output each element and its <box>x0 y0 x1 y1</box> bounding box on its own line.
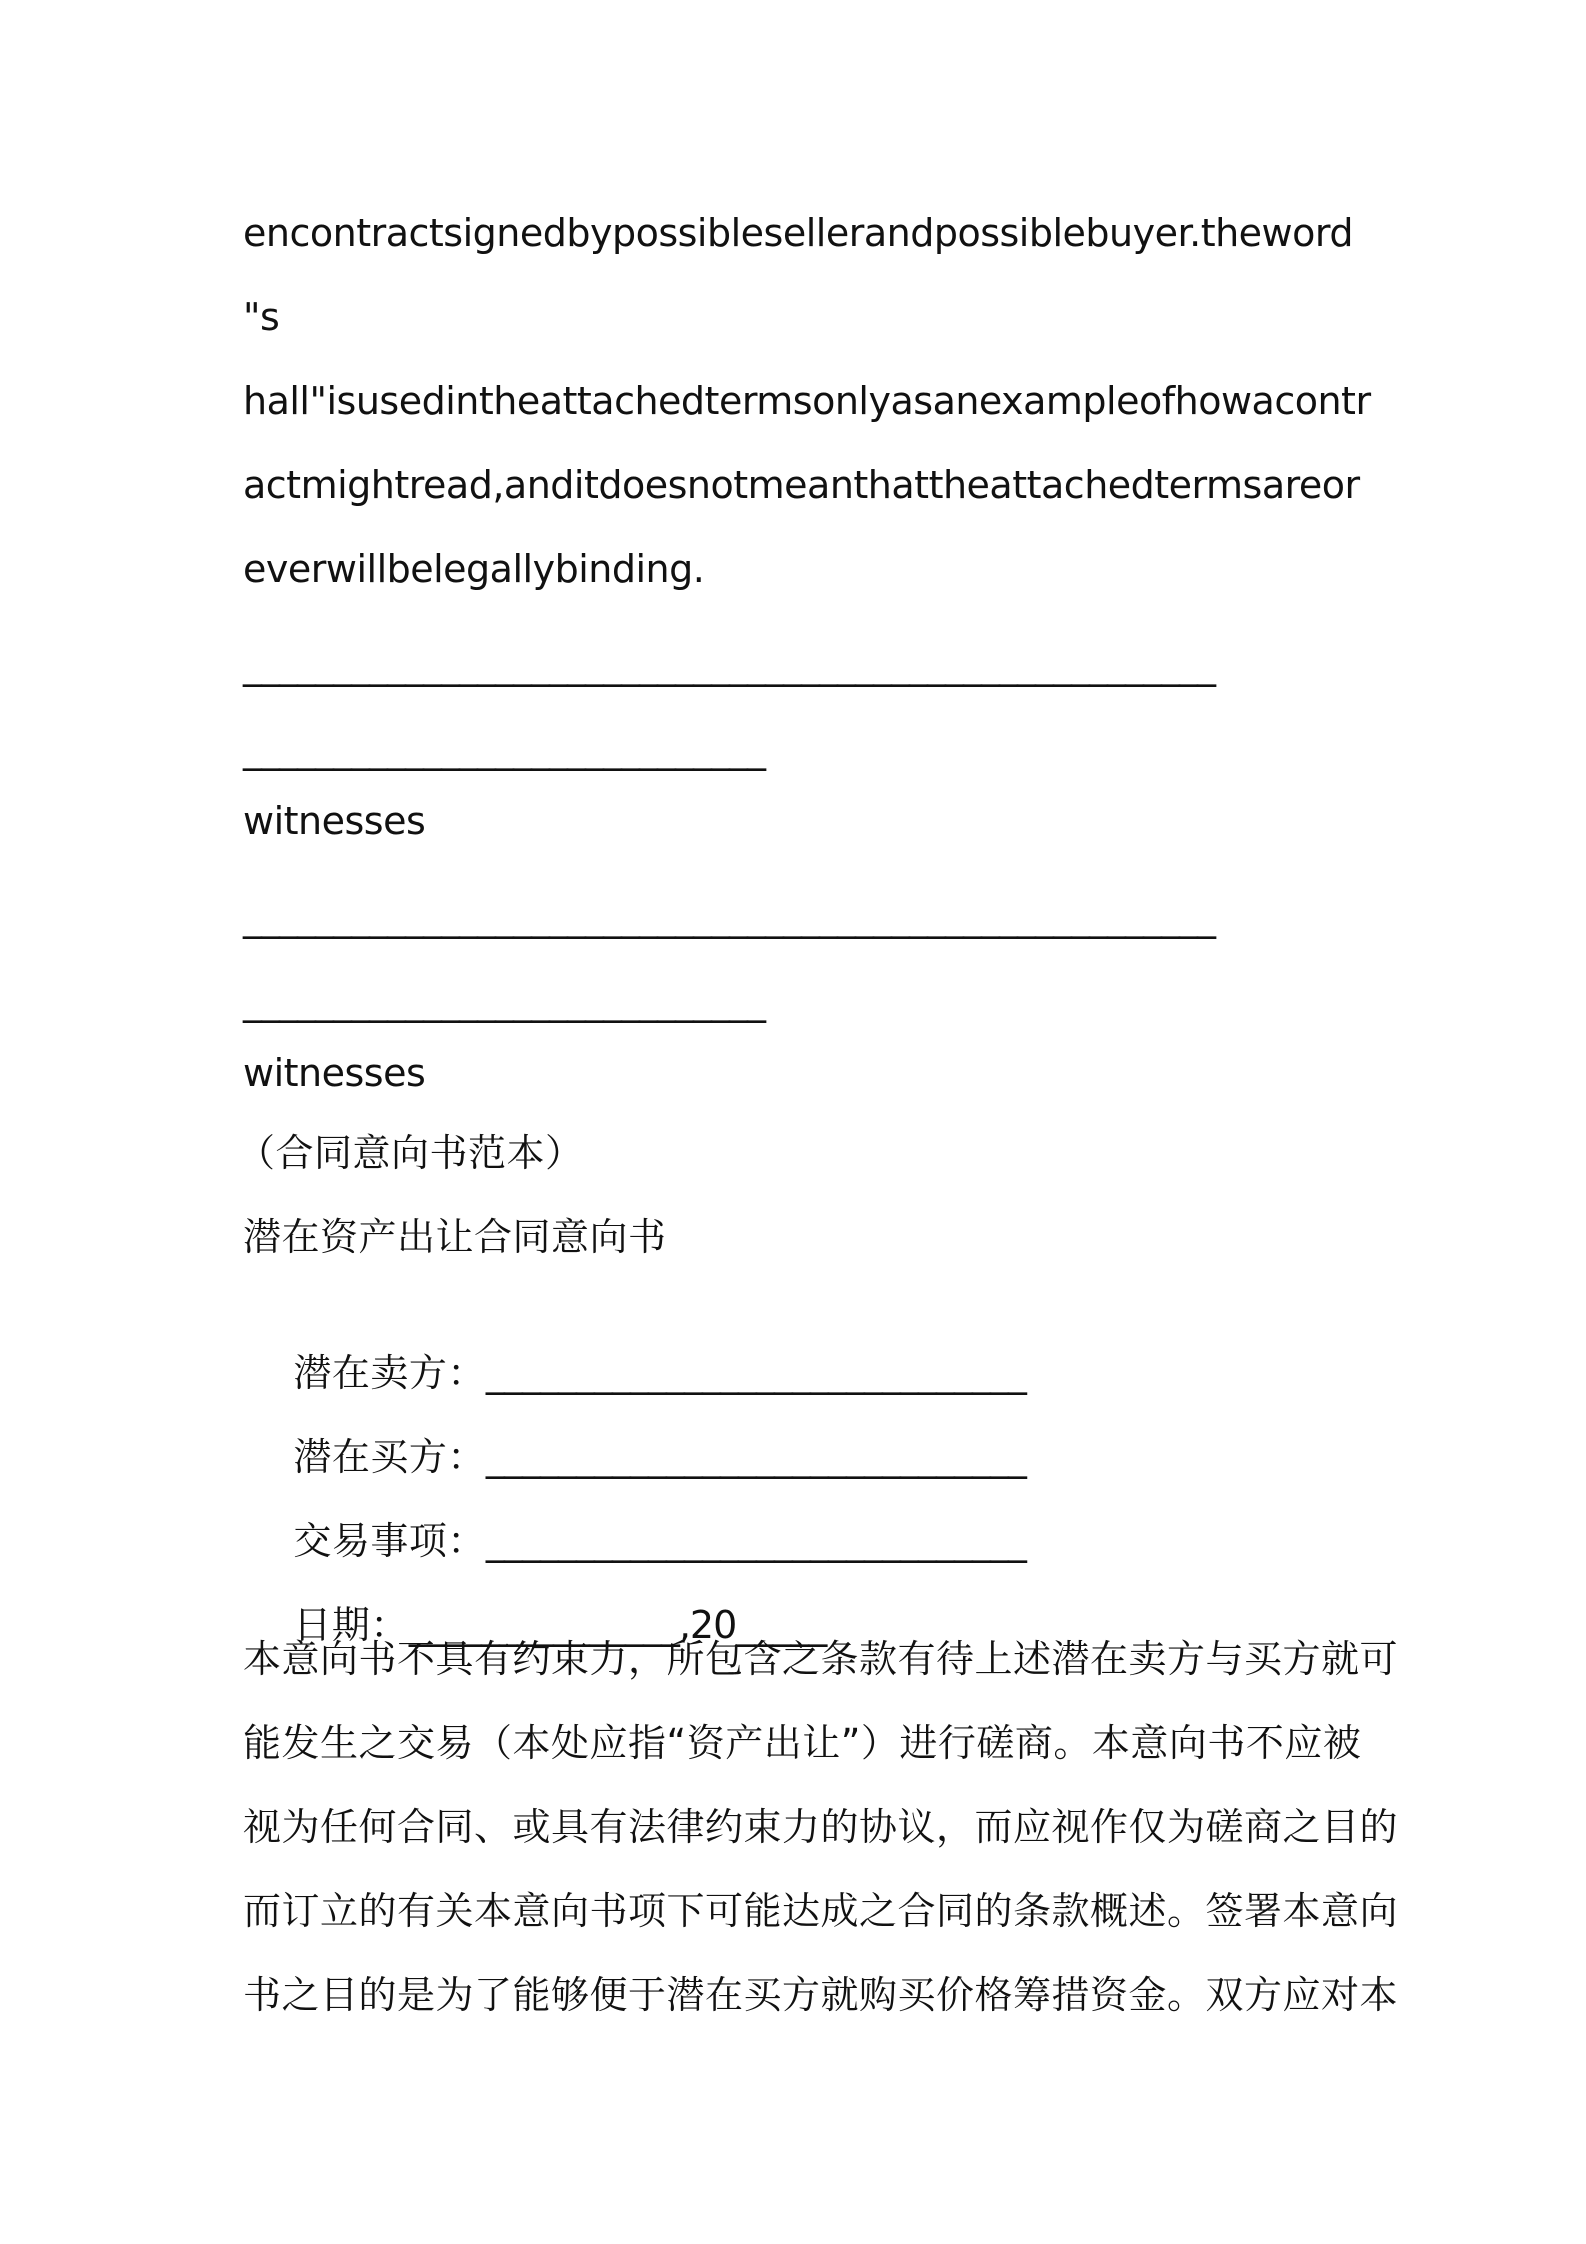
english-line-1: encontractsignedbypossiblesellerandpossiblebuyer.theword <box>243 211 1353 255</box>
body-line-3: 视为任何合同、或具有法律约束力的协议，而应视作仅为磋商之目的 <box>243 1805 1399 1849</box>
sample-note: （合同意向书范本） <box>237 1131 584 1175</box>
witnesses-label-2: witnesses <box>243 1051 426 1095</box>
signature-rule-short-2: _____________________________ <box>243 979 765 1023</box>
field-buyer-label: 潜在买方： <box>293 1435 486 1479</box>
english-line-4: actmightread,anditdoesnotmeanthattheattachedtermsareor <box>243 463 1360 507</box>
body-line-4: 而订立的有关本意向书项下可能达成之合同的条款概述。签署本意向 <box>243 1889 1399 1933</box>
english-line-3: hall"isusedintheattachedtermsonlyasanexampleofhowacontr <box>243 379 1371 423</box>
field-date-blank: _______________,20_____ <box>408 1603 827 1647</box>
signature-rule-long-2: ______________________________________________________ <box>243 895 1215 939</box>
body-line-2: 能发生之交易（本处应指“资产出让”）进行磋商。本意向书不应被 <box>243 1721 1362 1765</box>
signature-rule-long-1: ______________________________________________________ <box>243 643 1215 687</box>
document-title: 潜在资产出让合同意向书 <box>243 1215 667 1259</box>
field-seller-blank: ______________________________ <box>485 1351 1026 1395</box>
field-transaction-blank: ______________________________ <box>485 1519 1026 1563</box>
english-line-5: everwillbelegallybinding. <box>243 547 705 591</box>
signature-rule-short-1: _____________________________ <box>243 727 765 771</box>
field-buyer-blank: ______________________________ <box>485 1435 1026 1479</box>
field-transaction-label: 交易事项： <box>293 1519 486 1563</box>
field-date-label: 日期： <box>293 1603 409 1647</box>
body-line-1: 本意向书不具有约束力，所包含之条款有待上述潜在卖方与买方就可 <box>243 1637 1399 1681</box>
witnesses-label-1: witnesses <box>243 799 426 843</box>
field-seller-label: 潜在卖方： <box>293 1351 486 1395</box>
english-line-2: "s <box>243 295 280 339</box>
body-line-5: 书之目的是为了能够便于潜在买方就购买价格筹措资金。双方应对本 <box>243 1973 1399 2017</box>
